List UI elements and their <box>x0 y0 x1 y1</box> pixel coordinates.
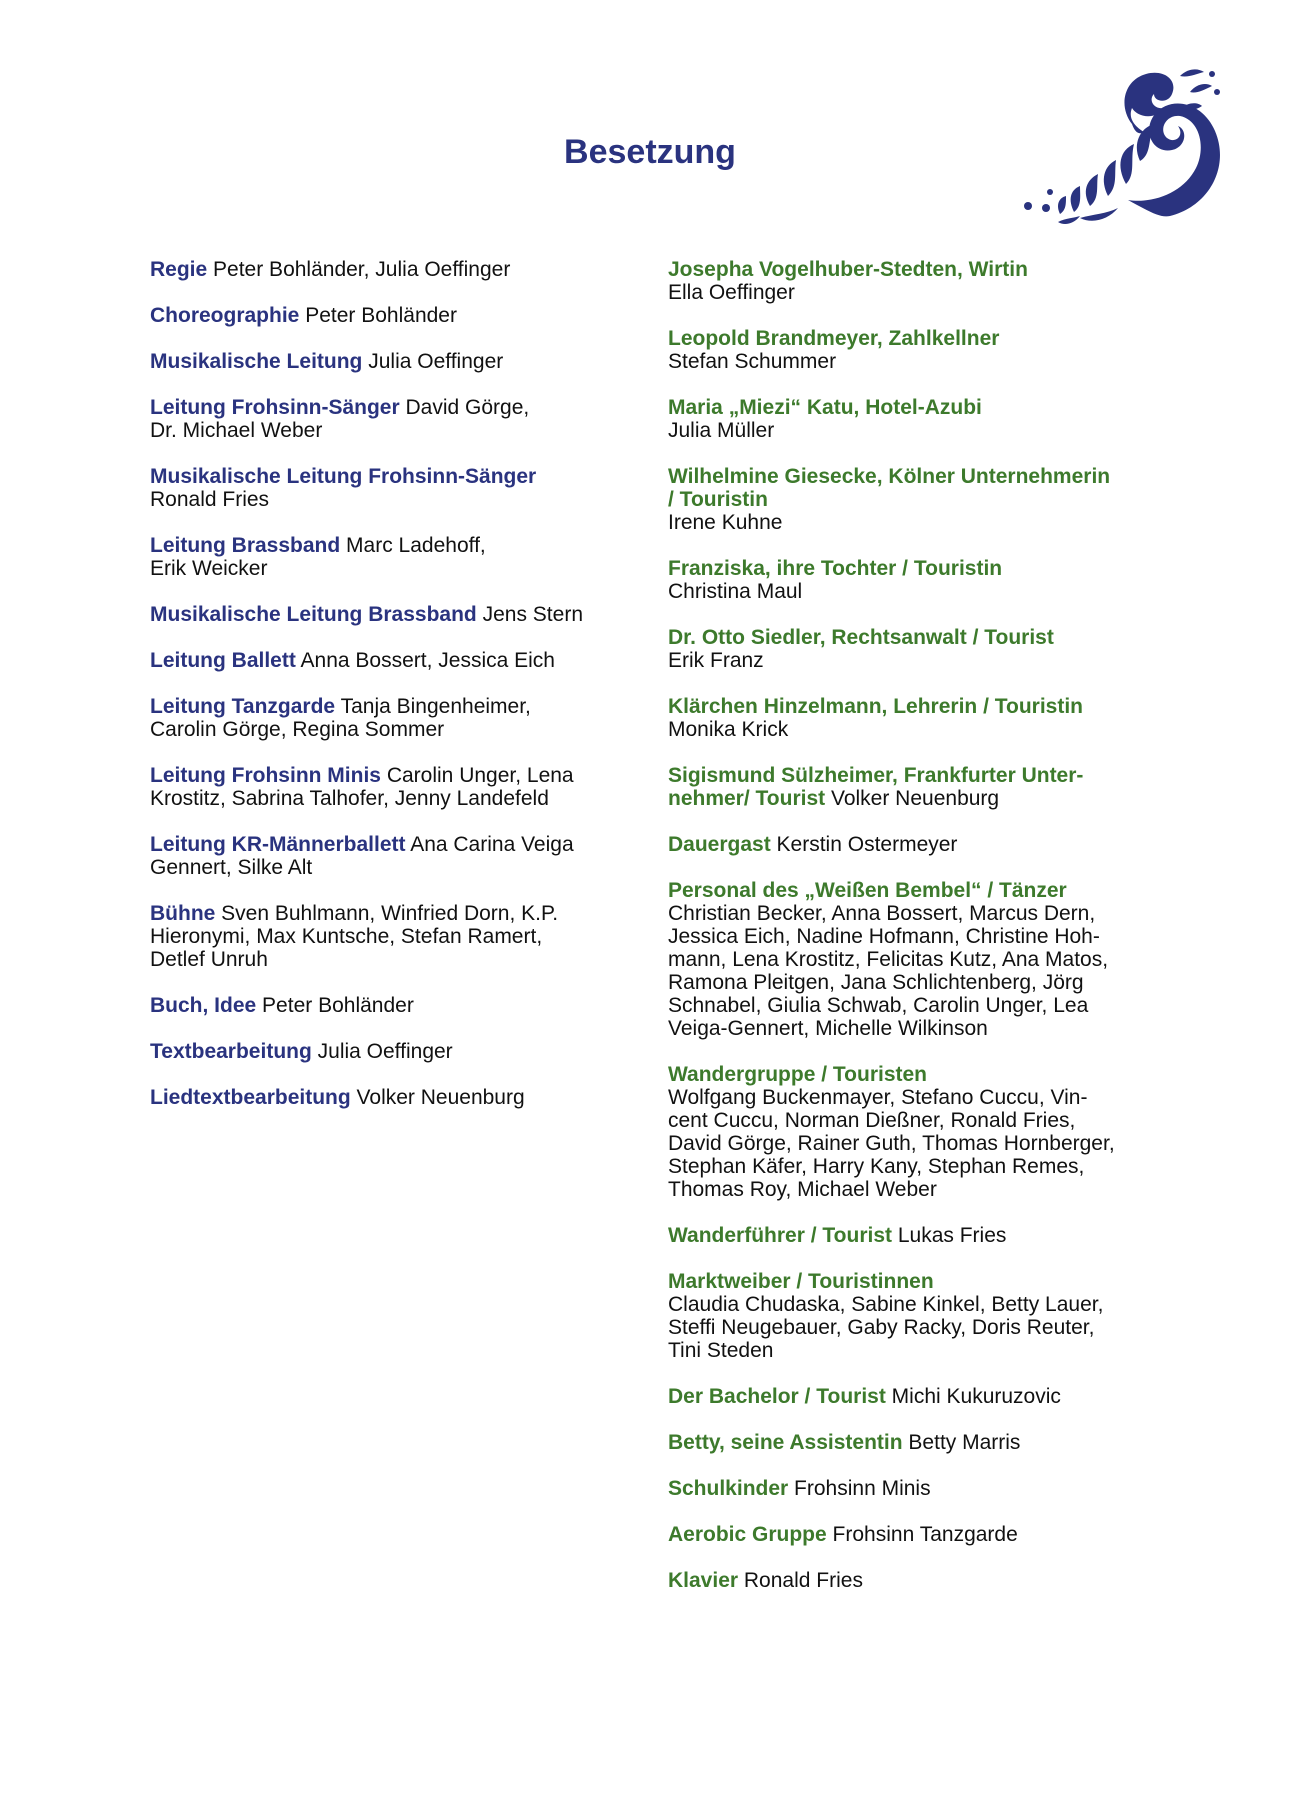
cast-names-line: Claudia Chudaska, Sabine Kinkel, Betty Lauer, <box>668 1293 1104 1316</box>
cast-entry <box>668 695 1168 741</box>
cast-role: Sigismund Sülzheimer, Frankfurter Unter- <box>668 764 1084 787</box>
crew-entry <box>150 764 620 810</box>
crew-names-line: Dr. Michael Weber <box>150 419 323 442</box>
crew-names: Marc Ladehoff, <box>346 534 486 557</box>
crew-names: Peter Bohländer <box>262 994 414 1017</box>
crew-entry <box>150 1086 620 1109</box>
cast-role: Aerobic Gruppe <box>668 1523 827 1546</box>
crew-role: Leitung Frohsinn Minis <box>150 764 381 787</box>
cast-role: Maria „Miezi“ Katu, Hotel-Azubi <box>668 396 982 419</box>
cast-names-line: Stefan Schummer <box>668 350 837 373</box>
cast-entry <box>668 764 1168 810</box>
crew-names: Carolin Unger, Lena <box>386 764 574 787</box>
cast-names-line: Veiga-Gennert, Michelle Wilkinson <box>668 1017 988 1040</box>
cast-role: / Touristin <box>668 488 768 511</box>
crew-entry <box>150 994 620 1017</box>
cast-names: Lukas Fries <box>897 1224 1007 1247</box>
cast-names-line: Wolfgang Buckenmayer, Stefano Cuccu, Vin- <box>668 1086 1088 1109</box>
crew-role: Textbearbeitung <box>150 1040 312 1063</box>
crew-role: Musikalische Leitung Frohsinn-Sänger <box>150 465 537 488</box>
cast-names-line: Erik Franz <box>668 649 764 672</box>
cast-names-line: Steffi Neugebauer, Gaby Racky, Doris Reuter, <box>668 1316 1095 1339</box>
cast-names-line: Stephan Käfer, Harry Kany, Stephan Remes, <box>668 1155 1085 1178</box>
crew-entry <box>150 833 620 879</box>
cast-names: Betty Marris <box>908 1431 1021 1454</box>
crew-entry <box>150 465 620 511</box>
cast-column <box>668 258 1168 1615</box>
crew-role: Leitung KR-Männerballett <box>150 833 406 856</box>
cast-entry <box>668 1270 1168 1362</box>
crew-names-line: Gennert, Silke Alt <box>150 856 313 879</box>
cast-role: Betty, seine Assistentin <box>668 1431 903 1454</box>
crew-names-line: Erik Weicker <box>150 557 268 580</box>
crew-entry <box>150 534 620 580</box>
cast-role: Wanderführer / Tourist <box>668 1224 893 1247</box>
crew-entry <box>150 1040 620 1063</box>
baroque-flourish-ornament-icon <box>1020 66 1220 226</box>
crew-role: Leitung Brassband <box>150 534 341 557</box>
cast-entry <box>668 1385 1168 1408</box>
cast-names: Ronald Fries <box>743 1569 863 1592</box>
crew-names-line: Hieronymi, Max Kuntsche, Stefan Ramert, <box>150 925 543 948</box>
crew-entry <box>150 396 620 442</box>
cast-names: Michi Kukuruzovic <box>891 1385 1061 1408</box>
crew-names: Peter Bohländer <box>305 304 457 327</box>
cast-role: Personal des „Weißen Bembel“ / Tänzer <box>668 879 1067 902</box>
cast-entry <box>668 396 1168 442</box>
cast-names-line: Jessica Eich, Nadine Hofmann, Christine Hoh- <box>668 925 1100 948</box>
cast-entry <box>668 327 1168 373</box>
crew-entry <box>150 258 620 281</box>
crew-role: Musikalische Leitung <box>150 350 363 373</box>
crew-entry <box>150 649 620 672</box>
cast-role: Leopold Brandmeyer, Zahlkellner <box>668 327 1000 350</box>
crew-role: Leitung Ballett <box>150 649 296 672</box>
crew-entry <box>150 350 620 373</box>
crew-role: Musikalische Leitung Brassband <box>150 603 477 626</box>
crew-role: Choreographie <box>150 304 300 327</box>
cast-entry <box>668 626 1168 672</box>
cast-entry <box>668 1431 1168 1454</box>
crew-names-line: Carolin Görge, Regina Sommer <box>150 718 445 741</box>
cast-entry <box>668 1523 1168 1546</box>
crew-names: Peter Bohländer, Julia Oeffinger <box>213 258 511 281</box>
cast-role: Schulkinder <box>668 1477 789 1500</box>
cast-entry <box>668 879 1168 1040</box>
crew-role: Bühne <box>150 902 216 925</box>
cast-names-line: cent Cuccu, Norman Dießner, Ronald Fries, <box>668 1109 1076 1132</box>
crew-names: Sven Buhlmann, Winfried Dorn, K.P. <box>221 902 559 925</box>
crew-names: Anna Bossert, Jessica Eich <box>300 649 555 672</box>
cast-role: Klavier <box>668 1569 739 1592</box>
cast-entry <box>668 258 1168 304</box>
cast-names: Volker Neuenburg <box>830 787 1000 810</box>
cast-role: Der Bachelor / Tourist <box>668 1385 886 1408</box>
cast-names: Kerstin Ostermeyer <box>776 833 958 856</box>
cast-role: Dr. Otto Siedler, Rechtsanwalt / Tourist <box>668 626 1054 649</box>
cast-names-line: Ramona Pleitgen, Jana Schlichtenberg, Jörg <box>668 971 1084 994</box>
crew-entry <box>150 902 620 971</box>
crew-role: Leitung Tanzgarde <box>150 695 336 718</box>
crew-names-line: Ronald Fries <box>150 488 270 511</box>
cast-entry <box>668 833 1168 856</box>
page-title: Besetzung <box>564 133 736 171</box>
cast-entry <box>668 1569 1168 1592</box>
cast-names-line: Monika Krick <box>668 718 789 741</box>
crew-names: Volker Neuenburg <box>356 1086 525 1109</box>
cast-names-line: Christian Becker, Anna Bossert, Marcus Dern, <box>668 902 1096 925</box>
cast-role: Klärchen Hinzelmann, Lehrerin / Touristin <box>668 695 1084 718</box>
cast-names-line: mann, Lena Krostitz, Felicitas Kutz, Ana Matos, <box>668 948 1109 971</box>
cast-names-line: Christina Maul <box>668 580 803 603</box>
cast-entry <box>668 1477 1168 1500</box>
crew-role: Regie <box>150 258 208 281</box>
cast-role: Wilhelmine Giesecke, Kölner Unternehmerin <box>668 465 1111 488</box>
cast-role: Josepha Vogelhuber-Stedten, Wirtin <box>668 258 1028 281</box>
crew-names: Julia Oeffinger <box>368 350 504 373</box>
cast-names-line: Irene Kuhne <box>668 511 783 534</box>
cast-role: Franziska, ihre Tochter / Touristin <box>668 557 1003 580</box>
cast-names: Frohsinn Tanzgarde <box>832 1523 1018 1546</box>
crew-names: Julia Oeffinger <box>317 1040 453 1063</box>
cast-entry <box>668 1224 1168 1247</box>
cast-role: Marktweiber / Touristinnen <box>668 1270 934 1293</box>
cast-role: Dauergast <box>668 833 771 856</box>
cast-names: Frohsinn Minis <box>794 1477 931 1500</box>
crew-names-line: Krostitz, Sabrina Talhofer, Jenny Landefeld <box>150 787 549 810</box>
crew-role: Liedtextbearbeitung <box>150 1086 351 1109</box>
cast-role: nehmer/ Tourist <box>668 787 826 810</box>
cast-names-line: Julia Müller <box>668 419 775 442</box>
cast-entry <box>668 465 1168 534</box>
crew-entry <box>150 695 620 741</box>
cast-names-line: David Görge, Rainer Guth, Thomas Hornberger, <box>668 1132 1115 1155</box>
crew-column <box>150 258 620 1132</box>
crew-names: Ana Carina Veiga <box>410 833 574 856</box>
cast-names-line: Tini Steden <box>668 1339 774 1362</box>
cast-names-line: Schnabel, Giulia Schwab, Carolin Unger, Lea <box>668 994 1089 1017</box>
crew-names: Jens Stern <box>482 603 583 626</box>
crew-names-line: Detlef Unruh <box>150 948 268 971</box>
crew-names: David Görge, <box>405 396 530 419</box>
cast-names-line: Thomas Roy, Michael Weber <box>668 1178 937 1201</box>
cast-entry <box>668 1063 1168 1201</box>
crew-names: Tanja Bingenheimer, <box>340 695 531 718</box>
cast-names-line: Ella Oeffinger <box>668 281 795 304</box>
crew-entry <box>150 603 620 626</box>
cast-role: Wandergruppe / Touristen <box>668 1063 928 1086</box>
crew-role: Leitung Frohsinn-Sänger <box>150 396 400 419</box>
crew-role: Buch, Idee <box>150 994 257 1017</box>
crew-entry <box>150 304 620 327</box>
cast-entry <box>668 557 1168 603</box>
